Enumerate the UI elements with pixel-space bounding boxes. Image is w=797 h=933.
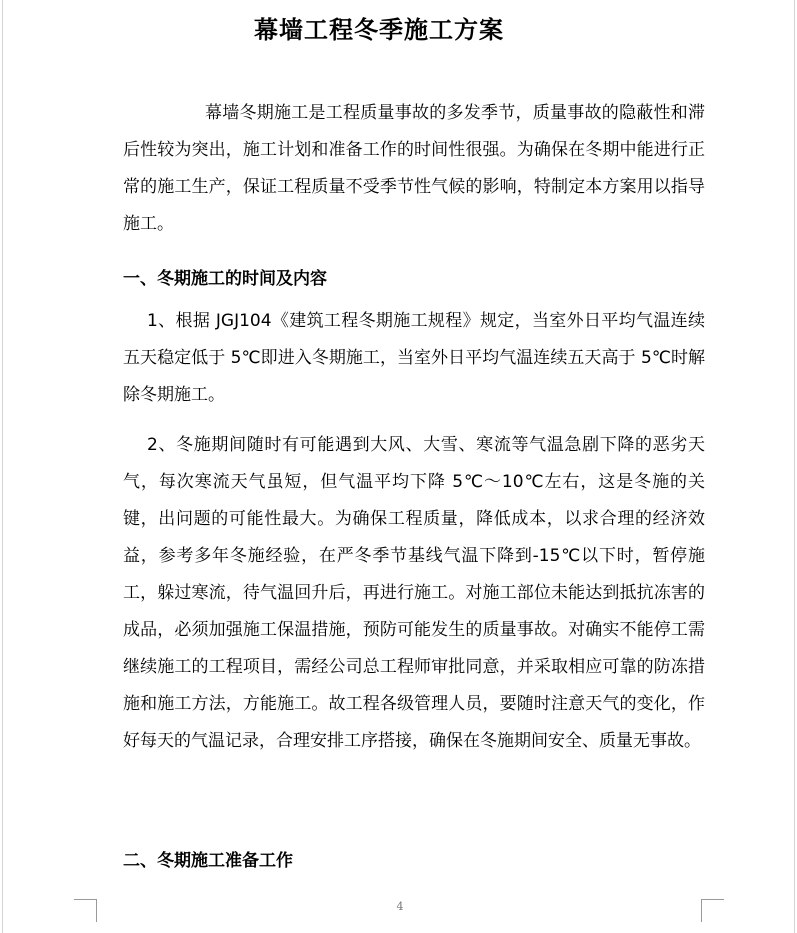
section-1-heading: 一、冬期施工的时间及内容 (123, 269, 327, 289)
page-corner-mark-right (701, 899, 724, 922)
page-edge-left (2, 0, 3, 933)
page-number: 4 (396, 900, 404, 913)
intro-paragraph: 幕墙冬期施工是工程质量事故的多发季节，质量事故的隐蔽性和滞后性较为突出，施工计划和准备工作的时间性很强。为确保在冬期中能进行正常的施工生产，保证工程质量不受季节性气候的影响，特制定本方案用以指导施工。 (123, 103, 705, 234)
document-title: 幕墙工程冬季施工方案 (254, 15, 504, 44)
page-edge-right (794, 0, 795, 933)
section-1-item-2: 2、冬施期间随时有可能遇到大风、大雪、寒流等气温急剧下降的恶劣天气，每次寒流天气虽短，但气温平均下降 5℃～10℃左右，这是冬施的关键，出问题的可能性最大。为确保工程质量，降低成本，以求合理的经济效益，参考多年冬施经验，在严冬季节基线气温下降到-15℃以下时，暂停施工，躲过寒流，待气温回升后，再进行施工。对施工部位未能达到抵抗冻害的成品，必须加强施工保温措施，预防可能发生的质量事故。对确实不能停工需继续施工的工程项目，需经公司总工程师审批同意，并采取相应可靠的防冻措施和施工方法，方能施工。故工程各级管理人员，要随时注意天气的变化，作好每天的气温记录，合理安排工序搭接，确保在冬施期间安全、质量无事故。 (123, 435, 705, 751)
section-1-item-1: 1、根据 JGJ104《建筑工程冬期施工规程》规定，当室外日平均气温连续五天稳定低于 5℃即进入冬期施工，当室外日平均气温连续五天高于 5℃时解除冬期施工。 (123, 311, 705, 405)
page-corner-mark-left (74, 899, 97, 922)
section-2-heading: 二、冬期施工准备工作 (123, 851, 293, 871)
